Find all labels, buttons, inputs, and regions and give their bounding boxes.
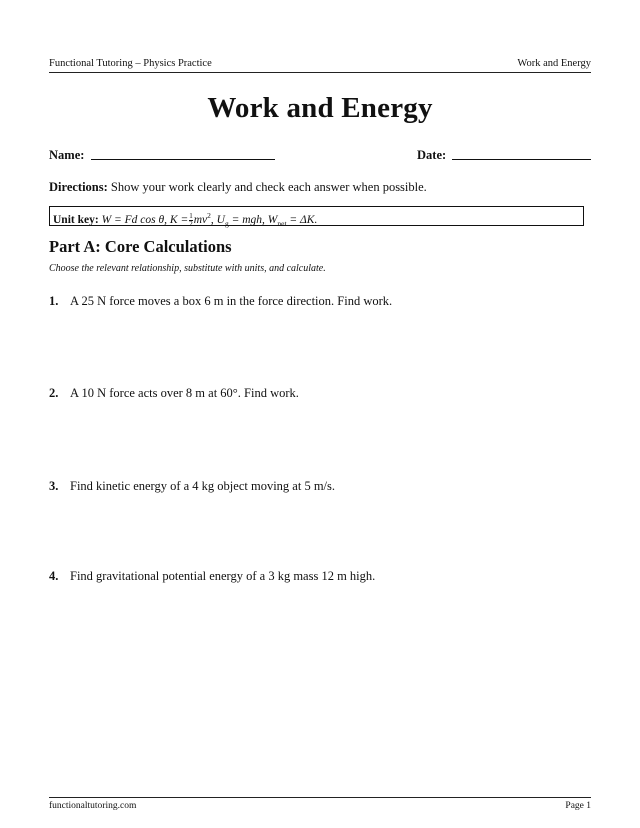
running-header	[49, 58, 591, 73]
question-1	[49, 294, 392, 309]
question-4	[49, 569, 375, 584]
question-number: 3.	[49, 479, 59, 493]
page-title: Work and Energy	[207, 92, 433, 124]
date-label: Date:	[417, 148, 447, 162]
date-line	[452, 159, 591, 160]
work-formula: W = Fd cos θ,	[101, 213, 168, 226]
ug-subscript: g	[224, 219, 229, 229]
ke-exponent: 2	[207, 211, 211, 220]
question-text: A 10 N force acts over 8 m at 60°. Find work.	[70, 386, 299, 400]
header-topic: Work and Energy	[517, 58, 591, 69]
question-3	[49, 479, 335, 494]
unit-key-box: Unit key: W = Fd cos θ, K = $\frac{1}{2}$ $mv^2$, $U_g$ = mgh, $W_{net} = \Delta K$.	[49, 206, 584, 226]
ke-suffix: mv	[193, 213, 208, 226]
part-a-heading: Part A: Core Calculations	[49, 237, 232, 256]
directions	[49, 180, 427, 195]
part-a-subtitle: Choose the relevant relationship, substitute with units, and calculate.	[49, 263, 326, 274]
question-2	[49, 386, 299, 401]
question-number: 1.	[49, 294, 59, 308]
running-footer	[49, 797, 591, 812]
directions-label: Directions:	[49, 180, 108, 194]
question-text: Find kinetic energy of a 4 kg object moving at 5 m/s.	[70, 479, 336, 493]
one-half-fraction	[189, 213, 193, 228]
name-date-row	[49, 148, 591, 164]
header-course: Functional Tutoring – Physics Practice	[49, 58, 212, 69]
question-text: A 25 N force moves a box 6 m in the force direction. Find work.	[70, 294, 393, 308]
question-number: 4.	[49, 569, 59, 583]
ug-formula: = mgh,	[231, 213, 265, 226]
page-number: Page 1	[565, 801, 591, 811]
wnet-subscript: net	[277, 219, 287, 229]
directions-text: Show your work clearly and check each answer when possible.	[110, 180, 427, 194]
frac-denominator: 2	[189, 219, 193, 228]
wnet-symbol: W	[267, 213, 278, 226]
name-line	[91, 159, 275, 160]
footer-site: functionaltutoring.com	[49, 801, 137, 811]
question-number: 2.	[49, 386, 59, 400]
ug-symbol: U	[216, 213, 225, 226]
name-label: Name:	[49, 148, 85, 162]
question-text: Find gravitational potential energy of a 3 kg mass 12 m high.	[70, 569, 376, 583]
unit-key-label: Unit key:	[53, 213, 99, 226]
frac-numerator: 1	[189, 211, 193, 220]
ke-prefix: K =	[169, 213, 189, 226]
wnet-formula: = ΔK.	[289, 213, 318, 226]
